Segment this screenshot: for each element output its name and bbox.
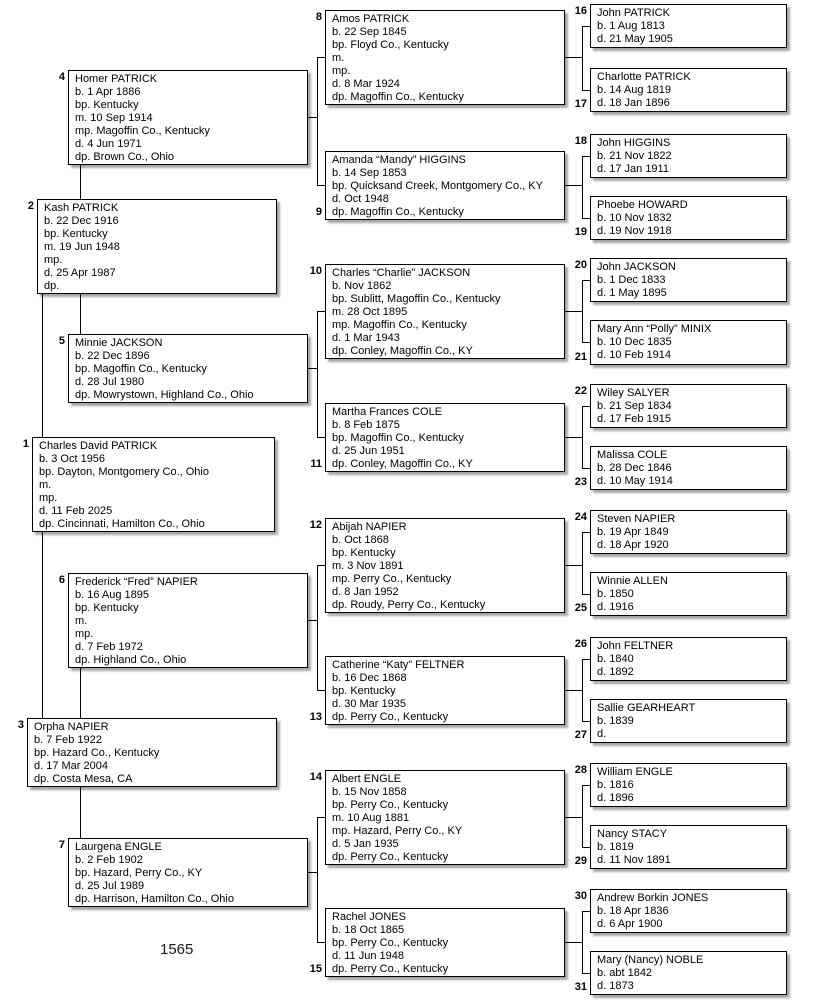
person-detail-line: bp. Quicksand Creek, Montgomery Co., KY: [332, 180, 543, 192]
person-detail-line: b. 14 Sep 1853: [332, 167, 407, 179]
person-number: 17: [574, 98, 587, 110]
person-detail-line: mp.: [39, 492, 58, 504]
person-detail-line: m. 3 Nov 1891: [332, 560, 404, 572]
person-detail-line: m. 10 Aug 1881: [332, 812, 410, 824]
person-number: 3: [17, 719, 24, 731]
person-detail-line: d. 18 Apr 1920: [597, 539, 669, 551]
connector-line: [565, 942, 582, 943]
person-detail-line: d. 11 Jun 1948: [332, 950, 404, 962]
connector-line: [317, 565, 325, 566]
person-detail-line: m.: [332, 52, 345, 64]
chart-number-label: 1565: [160, 941, 194, 958]
person-box-18[interactable]: [590, 134, 787, 178]
connector-line: [582, 721, 590, 722]
connector-line: [582, 911, 583, 973]
person-name: Abijah NAPIER: [332, 521, 407, 533]
person-name: John FELTNER: [597, 640, 674, 652]
person-box-30[interactable]: [590, 889, 787, 933]
person-number: 9: [315, 206, 322, 218]
person-number: 27: [574, 729, 587, 741]
connector-line: [565, 57, 582, 58]
person-name: Homer PATRICK: [75, 73, 158, 85]
person-number: 4: [58, 71, 65, 83]
person-box-6[interactable]: [68, 573, 308, 668]
connector-line: [582, 26, 583, 90]
person-box-9[interactable]: [325, 151, 565, 220]
person-detail-line: m.: [39, 479, 52, 491]
connector-line: [80, 294, 81, 334]
person-detail-line: dp. Mowrystown, Highland Co., Ohio: [75, 389, 254, 401]
person-detail-line: dp. Magoffin Co., Kentucky: [332, 91, 464, 103]
connector-line: [308, 368, 317, 369]
person-name: Albert ENGLE: [332, 773, 402, 785]
connector-line: [317, 690, 325, 691]
person-detail-line: bp. Floyd Co., Kentucky: [332, 39, 449, 51]
person-number: 12: [309, 519, 322, 531]
person-detail-line: mp. Magoffin Co., Kentucky: [332, 319, 467, 331]
person-detail-line: m. 28 Oct 1895: [332, 306, 408, 318]
person-detail-line: b. 28 Dec 1846: [597, 462, 672, 474]
person-detail-line: b. 1840: [597, 653, 634, 665]
person-box-20[interactable]: [590, 258, 787, 302]
connector-line: [42, 294, 43, 437]
person-number: 20: [574, 259, 587, 271]
person-box-11[interactable]: [325, 403, 565, 472]
person-box-16[interactable]: [590, 4, 787, 48]
person-number: 21: [574, 351, 587, 363]
person-box-4[interactable]: [68, 70, 308, 165]
connector-line: [582, 659, 583, 721]
person-detail-line: d. 10 Feb 1914: [597, 349, 672, 361]
person-box-7[interactable]: [68, 838, 308, 907]
person-detail-line: d. 25 Jul 1989: [75, 880, 145, 892]
person-box-8[interactable]: [325, 10, 565, 105]
person-detail-line: bp. Kentucky: [332, 685, 396, 697]
person-number: 22: [574, 385, 587, 397]
person-number: 28: [574, 764, 587, 776]
person-detail-line: bp. Kentucky: [44, 228, 108, 240]
person-number: 2: [27, 200, 34, 212]
connector-line: [582, 218, 590, 219]
connector-line: [582, 594, 590, 595]
person-box-23[interactable]: [590, 446, 787, 490]
person-name: Wiley SALYER: [597, 387, 670, 399]
person-detail-line: d. 17 Jan 1911: [597, 163, 669, 175]
person-detail-line: bp. Kentucky: [332, 547, 396, 559]
person-number: 16: [574, 5, 587, 17]
person-detail-line: m.: [75, 615, 88, 627]
connector-line: [582, 280, 583, 342]
connector-line: [582, 406, 590, 407]
connector-line: [308, 620, 317, 621]
person-name: Charlotte PATRICK: [597, 71, 691, 83]
person-detail-line: mp. Magoffin Co., Kentucky: [75, 125, 210, 137]
connector-line: [582, 532, 590, 533]
connector-line: [317, 311, 318, 437]
connector-line: [582, 532, 583, 594]
person-detail-line: mp.: [44, 254, 63, 266]
connector-line: [308, 872, 317, 873]
person-detail-line: d. 5 Jan 1935: [332, 838, 399, 850]
person-name: Laurgena ENGLE: [75, 841, 162, 853]
connector-line: [317, 817, 318, 942]
connector-line: [80, 668, 81, 718]
person-detail-line: dp. Perry Co., Kentucky: [332, 711, 449, 723]
person-detail-line: d. 1892: [597, 666, 634, 678]
connector-line: [317, 57, 325, 58]
person-detail-line: d. Oct 1948: [332, 193, 389, 205]
person-number: 30: [574, 890, 587, 902]
person-detail-line: b. 1 Apr 1886: [75, 86, 141, 98]
connector-line: [582, 847, 590, 848]
person-detail-line: mp. Perry Co., Kentucky: [332, 573, 452, 585]
connector-line: [582, 911, 590, 912]
person-detail-line: d. 11 Feb 2025: [39, 505, 113, 517]
person-number: 8: [315, 11, 322, 23]
person-detail-line: d. 1896: [597, 792, 634, 804]
person-box-24[interactable]: [590, 510, 787, 554]
person-detail-line: b. 16 Dec 1868: [332, 672, 407, 684]
person-name: Charles David PATRICK: [39, 440, 158, 452]
person-detail-line: bp. Magoffin Co., Kentucky: [332, 432, 464, 444]
person-box-22[interactable]: [590, 384, 787, 428]
person-detail-line: b. 22 Dec 1916: [44, 215, 119, 227]
person-name: William ENGLE: [597, 766, 673, 778]
connector-line: [565, 185, 582, 186]
person-detail-line: b. 1 Aug 1813: [597, 20, 665, 32]
connector-line: [308, 117, 317, 118]
person-name: Amanda “Mandy” HIGGINS: [332, 154, 466, 166]
connector-line: [582, 406, 583, 468]
person-name: Sallie GEARHEART: [597, 702, 696, 714]
person-name: Frederick “Fred” NAPIER: [75, 576, 198, 588]
person-detail-line: mp.: [75, 628, 94, 640]
person-number: 11: [310, 458, 322, 470]
person-detail-line: b. 15 Nov 1858: [332, 786, 407, 798]
person-box-25[interactable]: [590, 572, 787, 616]
person-detail-line: bp. Sublitt, Magoffin Co., Kentucky: [332, 293, 501, 305]
person-detail-line: bp. Hazard, Perry Co., KY: [75, 867, 203, 879]
person-detail-line: b. 1 Dec 1833: [597, 274, 666, 286]
connector-line: [565, 311, 582, 312]
connector-line: [582, 973, 590, 974]
person-detail-line: d.: [597, 728, 607, 740]
connector-line: [565, 817, 582, 818]
connector-line: [317, 57, 318, 185]
person-box-31[interactable]: [590, 951, 787, 995]
connector-line: [80, 165, 81, 199]
person-detail-line: b. 2 Feb 1902: [75, 854, 143, 866]
person-number: 19: [574, 226, 587, 238]
person-detail-line: d. 4 Jun 1971: [75, 138, 142, 150]
person-number: 18: [574, 135, 587, 147]
person-detail-line: d. 25 Jun 1951: [332, 445, 405, 457]
person-number: 23: [574, 476, 587, 488]
person-box-26[interactable]: [590, 637, 787, 681]
person-number: 7: [58, 839, 65, 851]
person-name: Catherine “Katy” FELTNER: [332, 659, 465, 671]
person-detail-line: d. 6 Apr 1900: [597, 918, 663, 930]
connector-line: [582, 785, 590, 786]
person-detail-line: bp. Kentucky: [75, 602, 139, 614]
person-name: Mary Ann “Polly” MINIX: [597, 323, 712, 335]
person-detail-line: b. 10 Nov 1832: [597, 212, 672, 224]
person-detail-line: b. 1839: [597, 715, 634, 727]
person-box-13[interactable]: [325, 656, 565, 725]
person-detail-line: b. 3 Oct 1956: [39, 453, 106, 465]
person-detail-line: b. 18 Oct 1865: [332, 924, 405, 936]
person-detail-line: dp. Costa Mesa, CA: [34, 773, 133, 785]
person-detail-line: b. 7 Feb 1922: [34, 734, 102, 746]
person-detail-line: b. 22 Dec 1896: [75, 350, 150, 362]
person-box-17[interactable]: [590, 68, 787, 112]
connector-line: [582, 26, 590, 27]
connector-line: [317, 565, 318, 690]
connector-line: [565, 437, 582, 438]
person-detail-line: b. 18 Apr 1836: [597, 905, 669, 917]
person-detail-line: b. 14 Aug 1819: [597, 84, 672, 96]
person-detail-line: dp. Perry Co., Kentucky: [332, 963, 449, 975]
person-detail-line: b. 10 Dec 1835: [597, 336, 672, 348]
person-detail-line: dp. Conley, Magoffin Co., KY: [332, 345, 473, 357]
person-detail-line: b. 1816: [597, 779, 634, 791]
person-name: Charles “Charlie” JACKSON: [332, 267, 471, 279]
person-detail-line: bp. Kentucky: [75, 99, 139, 111]
person-detail-line: b. 1850: [597, 588, 634, 600]
person-number: 25: [574, 602, 587, 614]
person-number: 31: [574, 981, 587, 993]
person-detail-line: b. 21 Sep 1834: [597, 400, 672, 412]
person-box-29[interactable]: [590, 825, 787, 869]
person-detail-line: d. 8 Jan 1952: [332, 586, 399, 598]
person-box-10[interactable]: [325, 264, 565, 359]
person-detail-line: d. 21 May 1905: [597, 33, 673, 45]
person-detail-line: b. 19 Apr 1849: [597, 526, 669, 538]
person-detail-line: d. 28 Jul 1980: [75, 376, 145, 388]
person-detail-line: d. 19 Nov 1918: [597, 225, 672, 237]
person-detail-line: d. 18 Jan 1896: [597, 97, 670, 109]
person-number: 10: [309, 265, 322, 277]
person-box-12[interactable]: [325, 518, 565, 613]
person-number: 26: [574, 638, 587, 650]
person-detail-line: d. 11 Nov 1891: [597, 854, 671, 866]
connector-line: [42, 532, 43, 718]
person-box-15[interactable]: [325, 908, 565, 977]
person-box-5[interactable]: [68, 334, 308, 403]
connector-line: [582, 90, 590, 91]
person-detail-line: d. 10 May 1914: [597, 475, 673, 487]
person-detail-line: b. 22 Sep 1845: [332, 26, 407, 38]
person-detail-line: b. 8 Feb 1875: [332, 419, 400, 431]
person-box-19[interactable]: [590, 196, 787, 240]
person-name: John PATRICK: [597, 7, 670, 19]
person-detail-line: d. 1916: [597, 601, 634, 613]
person-detail-line: bp. Magoffin Co., Kentucky: [75, 363, 207, 375]
person-detail-line: d. 7 Feb 1972: [75, 641, 143, 653]
person-name: Mary (Nancy) NOBLE: [597, 954, 704, 966]
person-detail-line: dp. Harrison, Hamilton Co., Ohio: [75, 893, 234, 905]
person-detail-line: mp.: [332, 65, 351, 77]
person-detail-line: mp. Hazard, Perry Co., KY: [332, 825, 463, 837]
connector-line: [582, 280, 590, 281]
person-name: Nancy STACY: [597, 828, 668, 840]
person-number: 15: [309, 963, 322, 975]
connector-line: [317, 817, 325, 818]
person-detail-line: d. 1 Mar 1943: [332, 332, 400, 344]
connector-line: [317, 311, 325, 312]
connector-line: [80, 787, 81, 838]
person-number: 5: [58, 335, 65, 347]
person-detail-line: m. 10 Sep 1914: [75, 112, 153, 124]
person-detail-line: b. abt 1842: [597, 967, 653, 979]
person-box-28[interactable]: [590, 763, 787, 807]
person-detail-line: b. 16 Aug 1895: [75, 589, 150, 601]
person-detail-line: d. 25 Apr 1987: [44, 267, 116, 279]
connector-line: [582, 468, 590, 469]
person-detail-line: bp. Hazard Co., Kentucky: [34, 747, 160, 759]
person-name: Amos PATRICK: [332, 13, 410, 25]
person-name: Steven NAPIER: [597, 513, 676, 525]
person-detail-line: b. 1819: [597, 841, 634, 853]
person-detail-line: d. 1873: [597, 980, 634, 992]
person-detail-line: dp. Roudy, Perry Co., Kentucky: [332, 599, 486, 611]
person-detail-line: bp. Dayton, Montgomery Co., Ohio: [39, 466, 209, 478]
connector-line: [582, 156, 590, 157]
person-box-27[interactable]: [590, 699, 787, 743]
person-name: Minnie JACKSON: [75, 337, 163, 349]
connector-line: [565, 565, 582, 566]
person-detail-line: bp. Perry Co., Kentucky: [332, 799, 449, 811]
person-number: 14: [309, 771, 322, 783]
connector-line: [317, 942, 325, 943]
person-name: John JACKSON: [597, 261, 676, 273]
person-box-2[interactable]: [37, 199, 277, 294]
person-name: Winnie ALLEN: [597, 575, 668, 587]
person-detail-line: b. Nov 1862: [332, 280, 392, 292]
person-detail-line: b. 21 Nov 1822: [597, 150, 672, 162]
connector-line: [317, 437, 325, 438]
person-name: Orpha NAPIER: [34, 721, 109, 733]
person-box-1[interactable]: [32, 437, 275, 532]
person-number: 13: [309, 711, 322, 723]
person-name: John HIGGINS: [597, 137, 671, 149]
person-number: 24: [574, 511, 587, 523]
person-detail-line: d. 17 Feb 1915: [597, 413, 672, 425]
person-detail-line: bp. Perry Co., Kentucky: [332, 937, 449, 949]
person-detail-line: dp. Cincinnati, Hamilton Co., Ohio: [39, 518, 205, 530]
person-name: Malissa COLE: [597, 449, 668, 461]
person-detail-line: dp. Conley, Magoffin Co., KY: [332, 458, 473, 470]
person-detail-line: m. 19 Jun 1948: [44, 241, 120, 253]
person-detail-line: dp. Magoffin Co., Kentucky: [332, 206, 464, 218]
person-detail-line: dp.: [44, 280, 60, 292]
person-name: Phoebe HOWARD: [597, 199, 688, 211]
person-detail-line: dp. Perry Co., Kentucky: [332, 851, 449, 863]
connector-line: [582, 659, 590, 660]
connector-line: [565, 690, 582, 691]
connector-line: [582, 342, 590, 343]
person-name: Rachel JONES: [332, 911, 406, 923]
person-detail-line: dp. Brown Co., Ohio: [75, 151, 175, 163]
person-detail-line: dp. Highland Co., Ohio: [75, 654, 187, 666]
person-number: 1: [22, 438, 29, 450]
person-name: Andrew Borkin JONES: [597, 892, 709, 904]
person-detail-line: d. 30 Mar 1935: [332, 698, 406, 710]
person-box-14[interactable]: [325, 770, 565, 865]
person-number: 29: [574, 855, 587, 867]
person-box-21[interactable]: [590, 320, 787, 365]
person-number: 6: [58, 574, 65, 586]
person-detail-line: d. 1 May 1895: [597, 287, 667, 299]
person-detail-line: d. 17 Mar 2004: [34, 760, 108, 772]
connector-line: [582, 785, 583, 847]
person-name: Martha Frances COLE: [332, 406, 443, 418]
connector-line: [317, 185, 325, 186]
person-detail-line: b. Oct 1868: [332, 534, 389, 546]
person-detail-line: d. 8 Mar 1924: [332, 78, 400, 90]
person-box-3[interactable]: [27, 718, 277, 787]
person-name: Kash PATRICK: [44, 202, 119, 214]
connector-line: [582, 156, 583, 218]
